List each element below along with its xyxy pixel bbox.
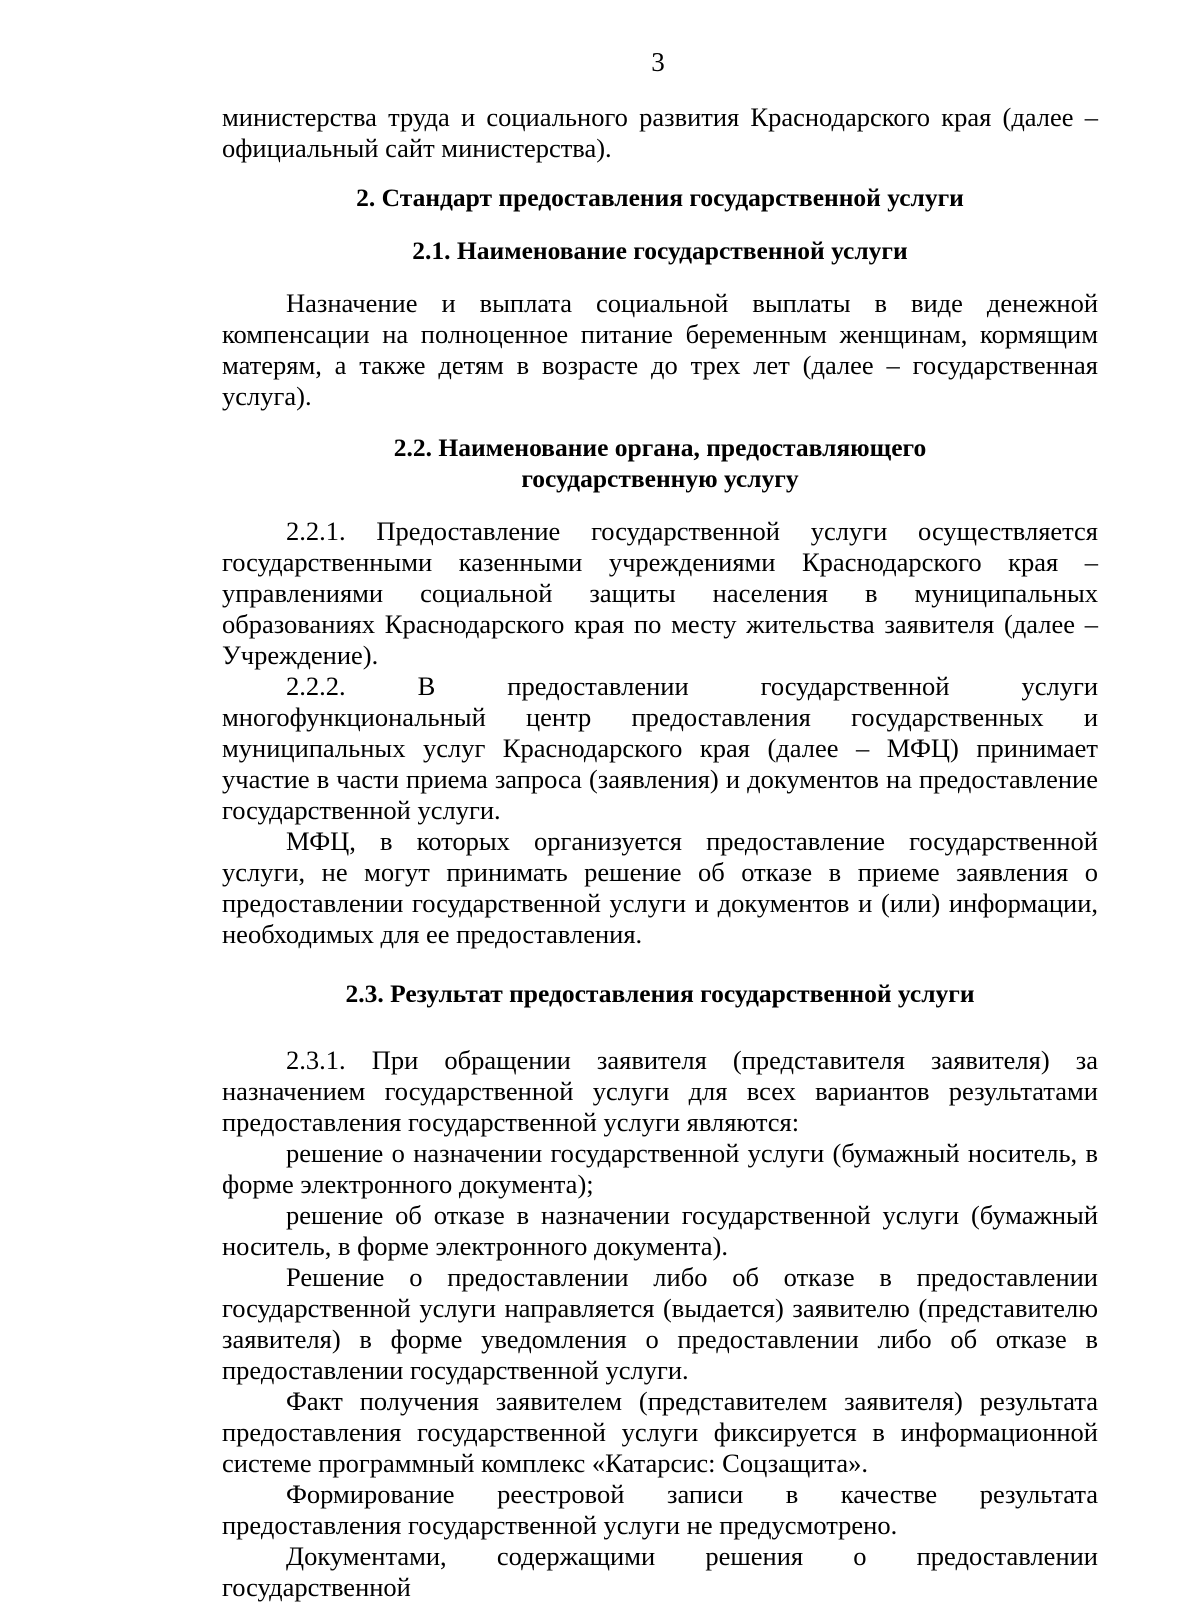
registry-record-paragraph: Формирование реестровой записи в качестве результата предоставления государственной услуги не предусмотрено. xyxy=(222,1479,1098,1540)
section-2-2-heading xyxy=(222,432,1098,494)
section-2-3-heading: 2.3. Результат предоставления государственной услуги xyxy=(345,979,975,1008)
section-2-2-heading-line2: государственную услугу xyxy=(521,464,799,493)
receipt-fact-paragraph: Факт получения заявителем (представителем заявителя) результата предоставления государственной услуги фиксируется в информационной системе программный комплекс «Катарсис: Соцзащита». xyxy=(222,1386,1098,1478)
intro-paragraph: министерства труда и социального развития Краснодарского края (далее – официальный сайт министерства). xyxy=(222,102,1098,163)
section-2-1-heading: 2.1. Наименование государственной услуги xyxy=(412,236,908,265)
section-2-2-2-paragraph: 2.2.2. В предоставлении государственной услуги многофункциональный центр предоставления государственных и муниципальных услуг Краснодарского края (далее – МФЦ) принимает участие в части приема запроса (заявления) и документов на предоставление государственной услуги. xyxy=(222,671,1098,825)
section-2-2-heading-line1: 2.2. Наименование органа, предоставляющего xyxy=(393,433,927,462)
document-body xyxy=(222,102,1098,1603)
section-2-2-1-paragraph: 2.2.1. Предоставление государственной услуги осуществляется государственными казенными учреждениями Краснодарского края – управлениями социальной защиты населения в муниципальных образованиях Краснодарского края по месту жительства заявителя (далее – Учреждение). xyxy=(222,516,1098,670)
decision-notice-paragraph: Решение о предоставлении либо об отказе в предоставлении государственной услуги направляется (выдается) заявителю (представителю заявителя) в форме уведомления о предоставлении либо об отказе в предоставлении государственной услуги. xyxy=(222,1262,1098,1385)
documents-paragraph: Документами, содержащими решения о предоставлении государственной xyxy=(222,1541,1098,1602)
result-refusal-paragraph: решение об отказе в назначении государственной услуги (бумажный носитель, в форме электронного документа). xyxy=(222,1200,1098,1261)
section-2-3-1-paragraph: 2.3.1. При обращении заявителя (представителя заявителя) за назначением государственной услуги для всех вариантов результатами предоставления государственной услуги являются: xyxy=(222,1045,1098,1137)
result-grant-paragraph: решение о назначении государственной услуги (бумажный носитель, в форме электронного документа); xyxy=(222,1138,1098,1199)
page-number: 3 xyxy=(651,47,665,77)
mfc-paragraph: МФЦ, в которых организуется предоставление государственной услуги, не могут принимать решение об отказе в приеме заявления о предоставлении государственной услуги и документов и (или) информации, необходимых для ее предоставления. xyxy=(222,826,1098,949)
section-2-1-paragraph: Назначение и выплата социальной выплаты в виде денежной компенсации на полноценное питание беременным женщинам, кормящим матерям, а также детям в возрасте до трех лет (далее – государственная услуга). xyxy=(222,288,1098,411)
section-2-heading: 2. Стандарт предоставления государственной услуги xyxy=(356,183,964,212)
